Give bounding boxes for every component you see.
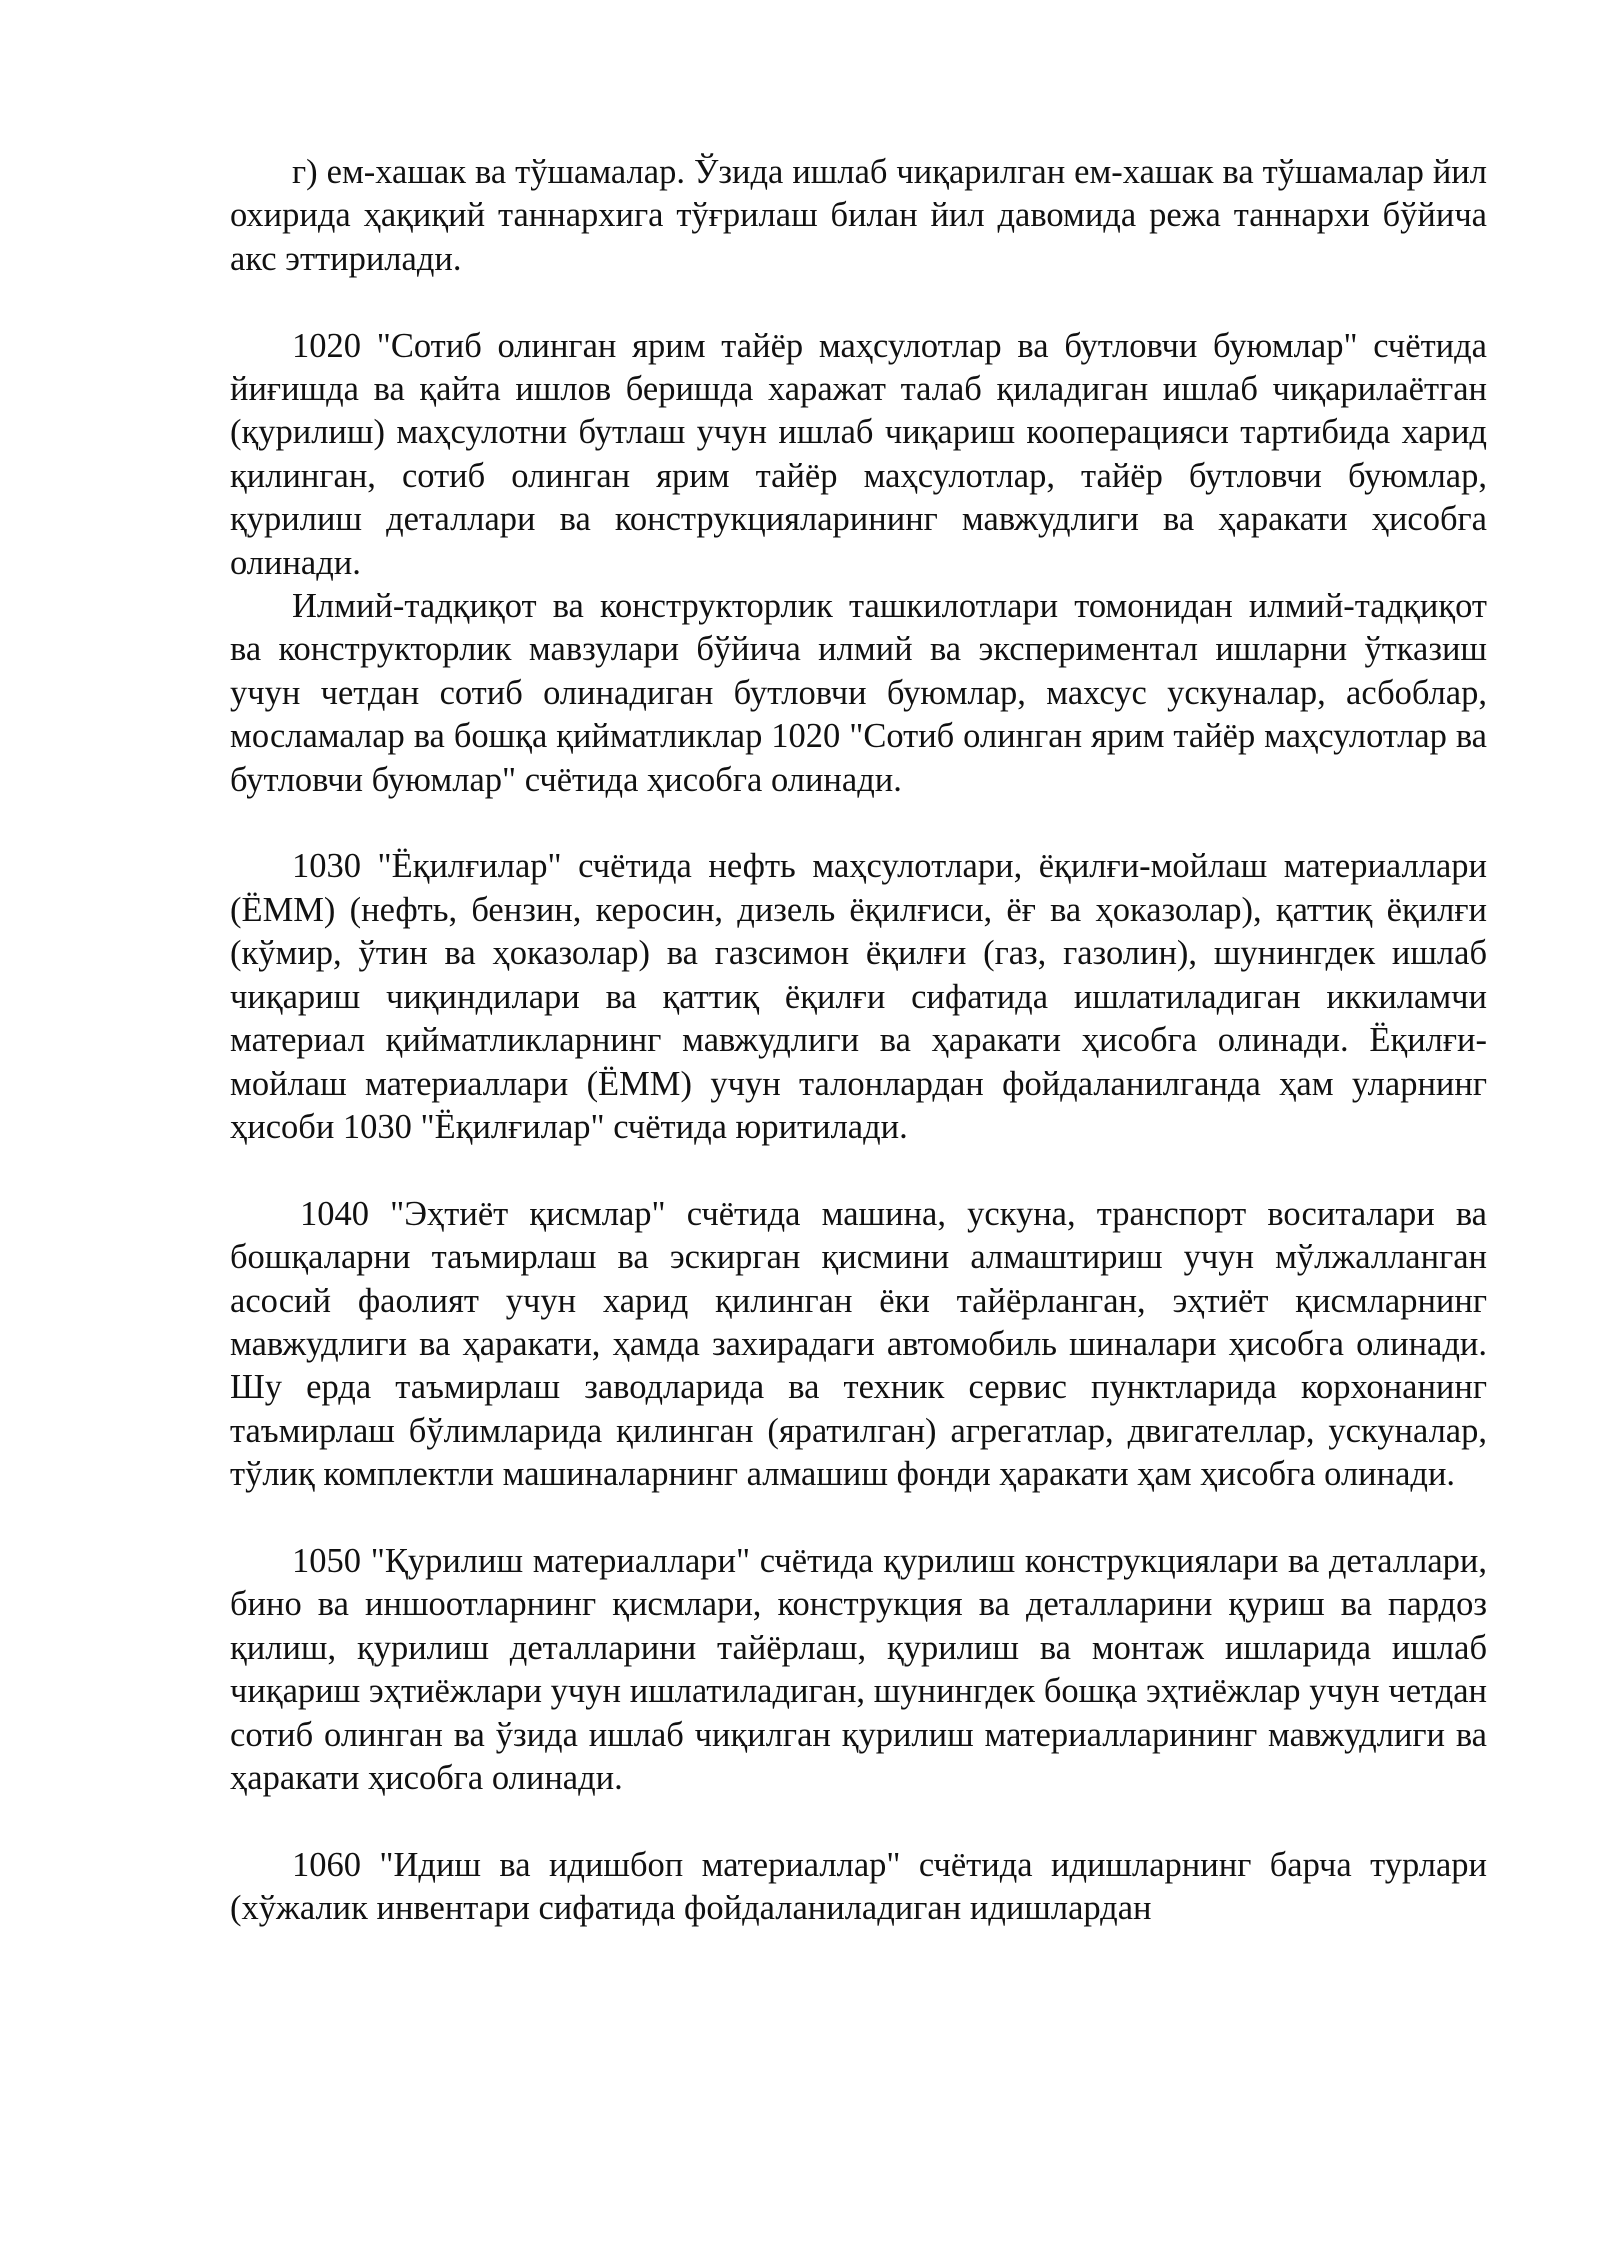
paragraph-account-1020: 1020 "Сотиб олинган ярим тайёр маҳсулотлар ва бутловчи буюмлар" счётида йиғишда ва қайта ишлов беришда харажат талаб қиладиган ишлаб чиқарилаётган (қурилиш) маҳсулотни бутлаш учун ишлаб чиқариш кооперацияси тартибида харид қилинган, сотиб олинган ярим тайёр маҳсулотлар, тайёр бутловчи буюмлар, қурилиш деталлари ва конструкцияларининг мавжудлиги ва ҳаракати ҳисобга олинади. <box>230 326 1487 582</box>
document-body <box>230 151 1487 1931</box>
paragraph-research-organizations: Илмий-тадқиқот ва конструкторлик ташкилотлари томонидан илмий-тадқиқот ва конструкторлик мавзулари бўйича илмий ва экспериментал ишларни ўтказиш учун четдан сотиб олинадиган бутловчи буюмлар, махсус ускуналар, асбоблар, мосламалар ва бошқа қийматликлар 1020 "Сотиб олинган ярим тайёр маҳсулотлар ва бутловчи буюмлар" счётида ҳисобга олинади. <box>230 587 1487 799</box>
paragraph-feed-and-bedding: г) ем-хашак ва тўшамалар. Ўзида ишлаб чиқарилган ем-хашак ва тўшамалар йил охирида ҳақиқий таннархига тўғрилаш билан йил давомида режа таннархи бўйича акс эттирилади. <box>230 153 1487 278</box>
paragraph-account-1060: 1060 "Идиш ва идишбоп материаллар" счётида идишларнинг барча турлари (хўжалик инвентари сифатида фойдаланиладиган идишлардан <box>230 1845 1487 1928</box>
paragraph-account-1040: 1040 "Эҳтиёт қисмлар" счётида машина, ускуна, транспорт воситалари ва бошқаларни таъмирлаш ва эскирган қисмини алмаштириш учун мўлжалланган асосий фаолият учун харид қилинган ёки тайёрланган, эҳтиёт қисмларнинг мавжудлиги ва ҳаракати, ҳамда захирадаги автомобиль шиналари ҳисобга олинади. Шу ерда таъмирлаш заводларида ва техник сервис пунктларида корхонанинг таъмирлаш бўлимларида қилинган (яратилган) агрегатлар, двигателлар, ускуналар, тўлиқ комплектли машиналарнинг алмашиш фонди ҳаракати ҳам ҳисобга олинади. <box>230 1194 1487 1494</box>
paragraph-account-1030: 1030 "Ёқилғилар" счётида нефть маҳсулотлари, ёқилғи-мойлаш материаллари (ЁММ) (нефть, бензин, керосин, дизель ёқилғиси, ёғ ва ҳоказолар), қаттиқ ёқилғи (кўмир, ўтин ва ҳоказолар) ва газсимон ёқилғи (газ, газолин), шунингдек ишлаб чиқариш чиқиндилари ва қаттиқ ёқилғи сифатида ишлатиладиган иккиламчи материал қийматликларнинг мавжудлиги ва ҳаракати ҳисобга олинади. Ёқилғи-мойлаш материаллари (ЁММ) учун талонлардан фойдаланилганда ҳам уларнинг ҳисоби 1030 "Ёқилғилар" счётида юритилади. <box>230 847 1487 1146</box>
paragraph-account-1050: 1050 "Қурилиш материаллари" счётида қурилиш конструкциялари ва деталлари, бино ва иншоотларнинг қисмлари, конструкция ва деталларини қуриш ва пардоз қилиш, қурилиш деталларини тайёрлаш, қурилиш ва монтаж ишларида ишлаб чиқариш эҳтиёжлари учун ишлатиладиган, шунингдек бошқа эҳтиёжлар учун четдан сотиб олинган ва ўзида ишлаб чиқилган қурилиш материалларининг мавжудлиги ва ҳаракати ҳисобга олинади. <box>230 1541 1487 1797</box>
